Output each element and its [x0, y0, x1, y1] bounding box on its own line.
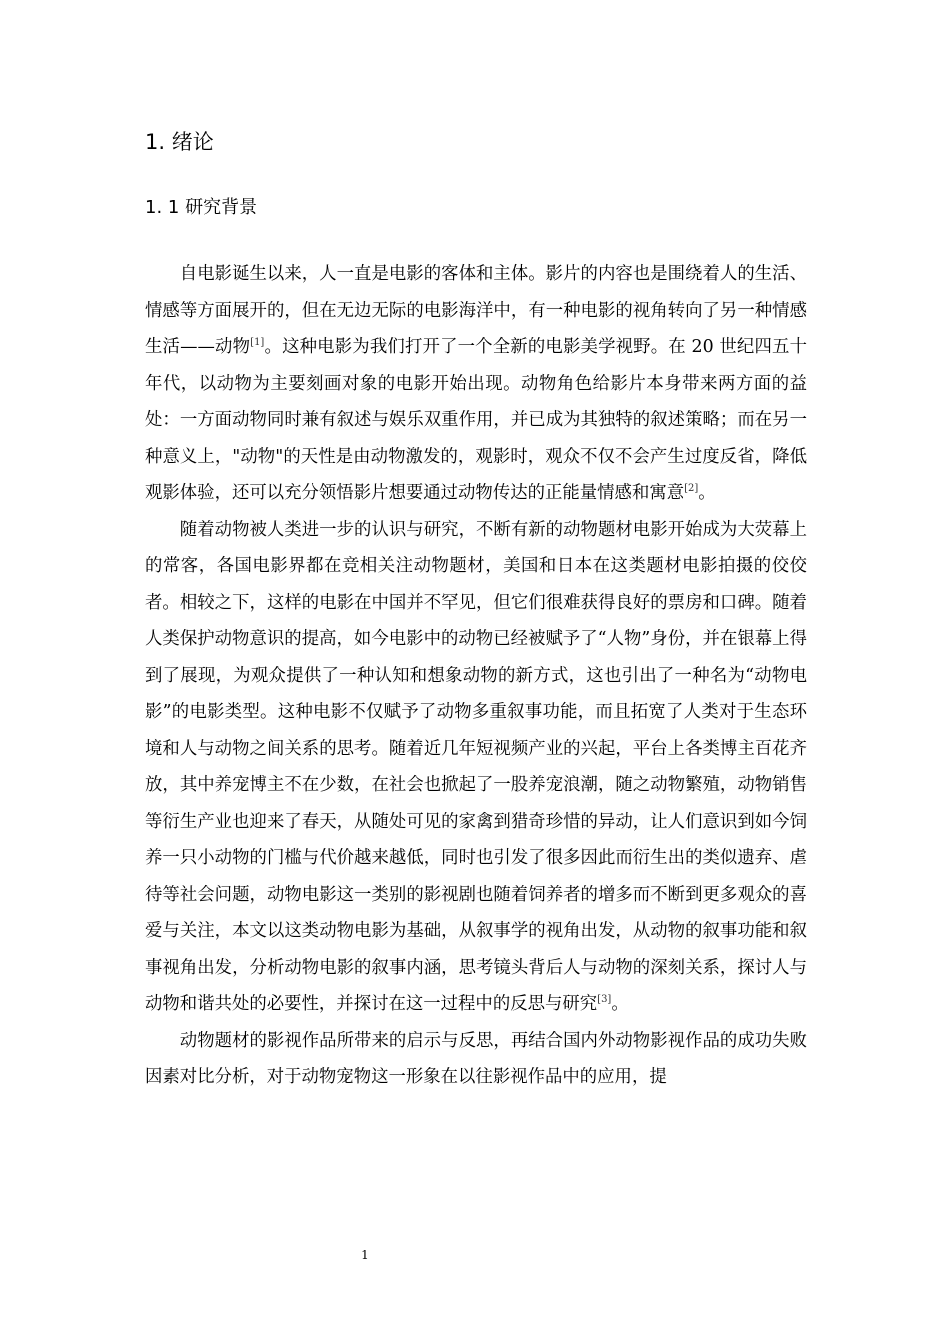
- paragraph-text: 随着动物被人类进一步的认识与研究，不断有新的动物题材电影开始成为大荧幕上的常客，各国电影界都在竞相关注动物题材，美国和日本在这类题材电影拍摄的佼佼者。相较之下，这样的电影在中国并不罕见，但它们很难获得良好的票房和口碑。随着人类保护动物意识的提高，如今电影中的动物已经被赋予了“人物”身份，并在银幕上得到了展现，为观众提供了一种认知和想象动物的新方式，这也引出了一种名为“动物电影”的电影类型。这种电影不仅赋予了动物多重叙事功能，而且拓宽了人类对于生态环境和人与动物之间关系的思考。随着近几年短视频产业的兴起，平台上各类博主百花齐放，其中养宠博主不在少数，在社会也掀起了一股养宠浪潮，随之动物繁殖，动物销售等衍生产业也迎来了春天，从随处可见的家禽到猎奇珍惜的异动，让人们意识到如今饲养一只小动物的门槛与代价越来越低，同时也引发了很多因此而衍生出的类似遗弃、虐待等社会问题，动物电影这一类别的影视剧也随着饲养者的增多而不断到更多观众的喜爱与关注，本文以这类动物电影为基础，从叙事学的视角出发，从动物的叙事功能和叙事视角出发，分析动物电影的叙事内涵，思考镜头背后人与动物的深刻关系，探讨人与动物和谐共处的必要性，并探讨在这一过程中的反思与研究: [145, 519, 807, 1014]
- body-text: [145, 256, 807, 1096]
- paragraph: [145, 512, 807, 1023]
- page-number: 1: [361, 1248, 369, 1262]
- paragraph-text: 。: [698, 483, 716, 503]
- paragraph-text: 。: [611, 994, 629, 1014]
- citation-marker: [1]: [250, 337, 265, 348]
- chapter-heading: 1. 绪论: [145, 130, 214, 154]
- paragraph-text: 自电影诞生以来，人一直是电影的客体和主体。影片的内容也是围绕着人的生活、情感等方面展开的，但在无边无际的电影海洋中，有一种电影的视角转向了另一种情感生活——动物: [145, 264, 807, 357]
- citation-marker: [2]: [684, 483, 699, 494]
- page-content: [145, 122, 807, 1096]
- paragraph-text: 。这种电影为我们打开了一个全新的电影美学视野。在 20 世纪四五十年代，以动物为主要刻画对象的电影开始出现。动物角色给影片本身带来两方面的益处：一方面动物同时兼有叙述与娱乐双重作用，并已成为其独特的叙述策略；而在另一种意义上，"动物"的天性是由动物激发的，观影时，观众不仅不会产生过度反省，降低观影体验，还可以充分领悟影片想要通过动物传达的正能量情感和寓意: [145, 337, 807, 503]
- paragraph: [145, 256, 807, 512]
- section-heading: 1. 1 研究背景: [145, 197, 258, 218]
- citation-marker: [3]: [597, 994, 612, 1005]
- paragraph-text: 动物题材的影视作品所带来的启示与反思，再结合国内外动物影视作品的成功失败因素对比分析，对于动物宠物这一形象在以往影视作品中的应用，提: [145, 1030, 807, 1087]
- paragraph: [145, 1023, 807, 1096]
